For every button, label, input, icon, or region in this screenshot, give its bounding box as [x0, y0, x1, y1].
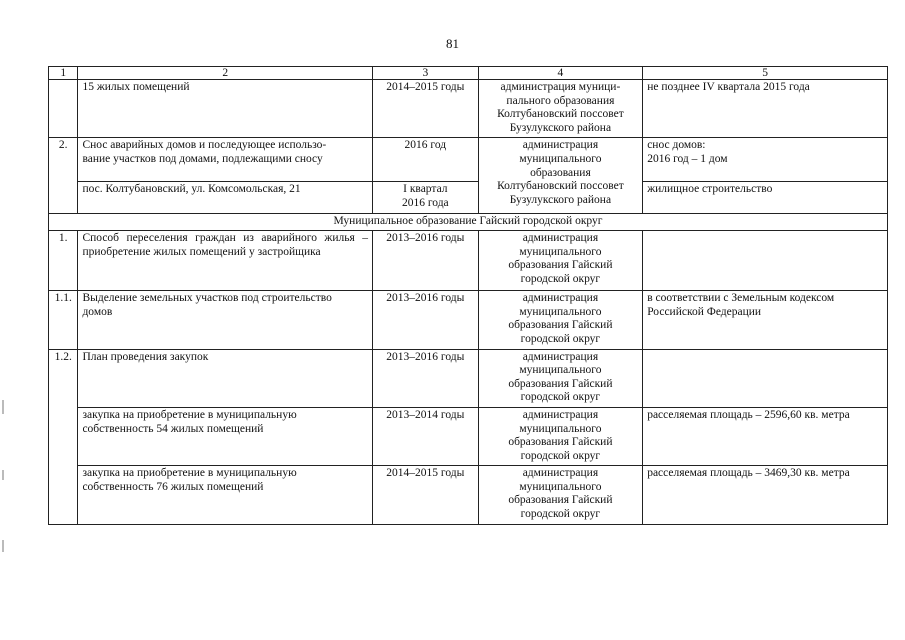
table-row: [49, 80, 888, 138]
program-table: [48, 66, 888, 525]
row-result: [643, 349, 888, 407]
row-number: 2.: [49, 138, 78, 213]
table-header-row: [49, 67, 888, 80]
row-number: 1.1.: [49, 291, 78, 349]
row-executor: администрация муници- пального образования Колтубановский поссовет Бузулукского района: [478, 80, 643, 138]
row-executor: администрация муниципального образования Гайский городской округ: [478, 231, 643, 291]
table-row: [49, 291, 888, 349]
header-cell: 3: [373, 67, 479, 80]
table-row: [49, 349, 888, 407]
row-text: закупка на приобретение в муниципальную собственность 76 жилых помещений: [78, 466, 373, 524]
row-result: расселяемая площадь – 2596,60 кв. метра: [643, 407, 888, 465]
table-row: [49, 231, 888, 291]
row-text: Способ переселения граждан из аварийного жилья – приобретение жилых помещений у застройщика: [78, 231, 373, 291]
row-number: [49, 80, 78, 138]
table-row: [49, 182, 888, 213]
row-executor: администрация муниципального образования Колтубановский поссовет Бузулукского района: [478, 138, 643, 213]
scan-margin-mark: [2, 400, 4, 414]
scan-margin-mark: [2, 470, 4, 480]
row-result: жилищное строительство: [643, 182, 888, 213]
row-period: 2014–2015 годы: [373, 466, 479, 524]
row-result: снос домов: 2016 год – 1 дом: [643, 138, 888, 182]
row-executor: администрация муниципального образования Гайский городской округ: [478, 407, 643, 465]
row-executor: администрация муниципального образования Гайский городской округ: [478, 349, 643, 407]
scan-margin-mark: [2, 540, 4, 552]
row-text: пос. Колтубановский, ул. Комсомольская, 21: [78, 182, 373, 213]
row-result: не позднее IV квартала 2015 года: [643, 80, 888, 138]
row-result: [643, 231, 888, 291]
row-result: в соответствии с Земельным кодексом Российской Федерации: [643, 291, 888, 349]
section-row: [49, 213, 888, 231]
row-text: План проведения закупок: [78, 349, 373, 407]
row-text: Снос аварийных домов и последующее использо- вание участков под домами, подлежащими сносу: [78, 138, 373, 182]
row-result: расселяемая площадь – 3469,30 кв. метра: [643, 466, 888, 524]
row-executor: администрация муниципального образования Гайский городской округ: [478, 291, 643, 349]
header-cell: 4: [478, 67, 643, 80]
row-text: Выделение земельных участков под строительство домов: [78, 291, 373, 349]
header-cell: 1: [49, 67, 78, 80]
row-period: 2016 год: [373, 138, 479, 182]
row-period: I квартал 2016 года: [373, 182, 479, 213]
row-period: 2013–2016 годы: [373, 231, 479, 291]
row-text: закупка на приобретение в муниципальную собственность 54 жилых помещений: [78, 407, 373, 465]
row-executor: администрация муниципального образования Гайский городской округ: [478, 466, 643, 524]
row-number: 1.2.: [49, 349, 78, 524]
row-text: 15 жилых помещений: [78, 80, 373, 138]
row-period: 2013–2014 годы: [373, 407, 479, 465]
row-period: 2013–2016 годы: [373, 349, 479, 407]
header-cell: 2: [78, 67, 373, 80]
table-row: [49, 138, 888, 182]
page-number: 81: [446, 36, 459, 51]
section-title: Муниципальное образование Гайский городской округ: [49, 213, 888, 231]
header-cell: 5: [643, 67, 888, 80]
row-number: 1.: [49, 231, 78, 291]
row-period: 2013–2016 годы: [373, 291, 479, 349]
row-period: 2014–2015 годы: [373, 80, 479, 138]
table-row: [49, 466, 888, 524]
table-row: [49, 407, 888, 465]
